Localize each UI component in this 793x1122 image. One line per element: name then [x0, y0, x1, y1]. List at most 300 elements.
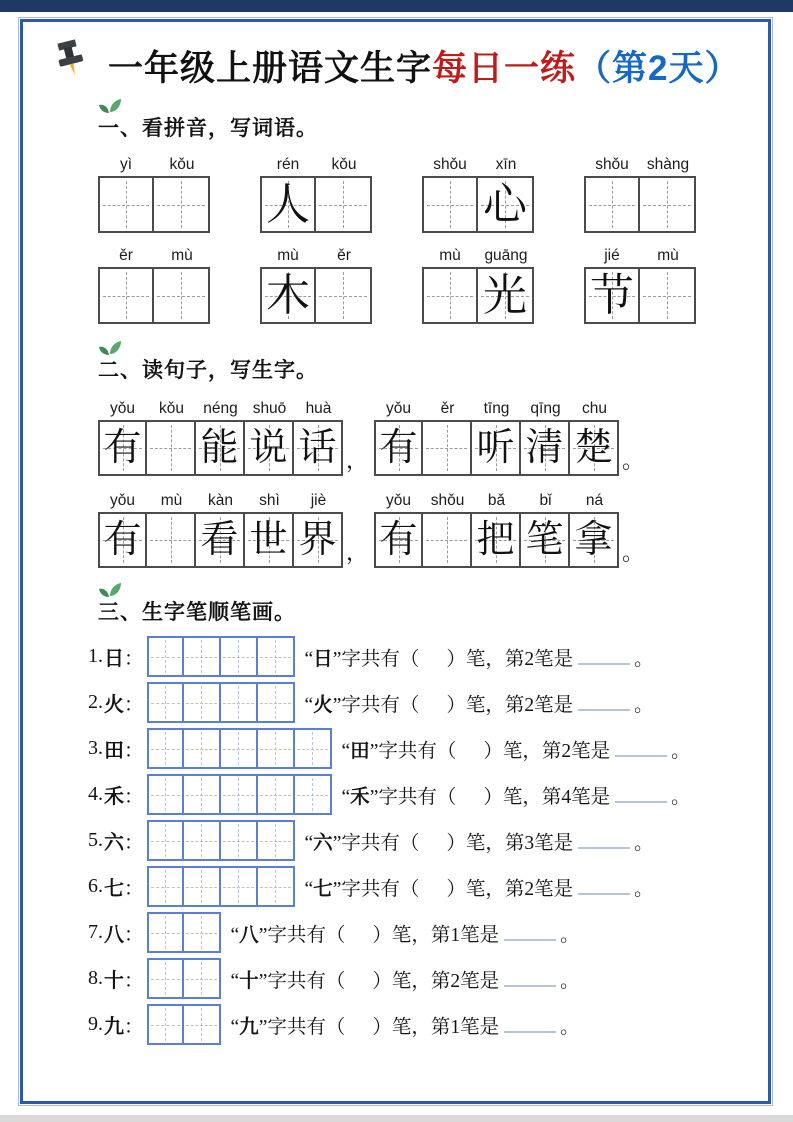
stroke-item-number: 4. — [88, 783, 103, 805]
stroke-number-label: 第4笔是 — [541, 786, 611, 808]
question-text: 字共有（ — [378, 740, 457, 762]
stroke-item-colon: ： — [124, 832, 144, 854]
stroke-order-cell[interactable] — [184, 682, 221, 723]
section-three-heading — [98, 596, 771, 626]
answer-blank-line[interactable] — [615, 743, 667, 757]
sentence-group-wrap — [98, 400, 374, 476]
stroke-item-char: 禾 — [104, 786, 124, 808]
period: 。 — [560, 924, 580, 946]
pinyin-syllable: tīng — [483, 400, 510, 417]
stroke-order-cell[interactable] — [147, 958, 184, 999]
pinyin-word-group — [98, 247, 210, 324]
pinyin-word-group — [584, 247, 696, 324]
answer-blank-line[interactable] — [504, 927, 556, 941]
sentences-block — [20, 400, 771, 568]
pinyin-labels — [374, 492, 619, 510]
hanzi-character: 笔 — [525, 519, 564, 561]
stroke-item-char: 十 — [104, 970, 124, 992]
pinyin-syllable: mù — [439, 247, 461, 264]
pinyin-syllable: yǒu — [110, 492, 135, 509]
sentence-group — [98, 492, 343, 568]
grid-cell-filled — [478, 176, 534, 233]
quote-close: ” — [332, 832, 342, 854]
stroke-item-colon: ： — [124, 878, 144, 900]
stroke-order-cell[interactable] — [258, 636, 295, 677]
stroke-number-label: 第2笔是 — [541, 740, 611, 762]
pinyin-syllable: xīn — [495, 156, 517, 173]
stroke-question — [231, 919, 580, 947]
stroke-item-row — [88, 728, 771, 769]
hanzi-character: 话 — [298, 427, 337, 469]
stroke-item-row — [88, 820, 771, 861]
hanzi-character: 光 — [483, 270, 527, 320]
grid-cell-answer[interactable] — [423, 420, 472, 476]
grid-cell-filled — [196, 420, 245, 476]
writing-grid — [98, 420, 343, 476]
pinyin-labels — [422, 156, 534, 174]
stroke-item-row — [88, 912, 771, 953]
quoted-char: 七 — [313, 878, 333, 900]
quoted-char: 火 — [313, 694, 333, 716]
pinyin-syllable: shǒu — [595, 156, 629, 173]
stroke-item-char: 日 — [104, 648, 124, 670]
bottom-edge-strip — [0, 1115, 793, 1122]
hanzi-character: 清 — [525, 427, 564, 469]
quoted-char: 日 — [313, 648, 333, 670]
stroke-order-cell[interactable] — [258, 774, 295, 815]
sentence-punctuation: 。 — [622, 540, 645, 565]
stroke-order-cell[interactable] — [147, 682, 184, 723]
pinyin-word-group — [260, 247, 372, 324]
hanzi-character: 节 — [590, 270, 634, 320]
hanzi-character: 说 — [249, 427, 288, 469]
stroke-item-row — [88, 682, 771, 723]
pinyin-syllable: yǒu — [386, 492, 412, 509]
grid-cell-answer[interactable] — [154, 176, 210, 233]
stroke-item-colon: ： — [124, 1016, 144, 1038]
quote-close: ” — [258, 924, 268, 946]
stroke-order-cell[interactable] — [295, 774, 332, 815]
section-three-title: 三、生字笔顺笔画。 — [98, 601, 296, 624]
grid-cell-filled — [521, 512, 570, 568]
stroke-order-grid — [147, 774, 332, 815]
stroke-number-label: 第1笔是 — [430, 924, 500, 946]
stroke-order-cell[interactable] — [184, 866, 221, 907]
stroke-question — [305, 643, 654, 671]
answer-blank-line[interactable] — [504, 1019, 556, 1033]
grid-cell-filled — [245, 512, 294, 568]
hanzi-character: 界 — [298, 519, 337, 561]
question-text: 字共有（ — [341, 878, 420, 900]
question-text: ）笔， — [372, 1016, 431, 1038]
pinyin-syllable: kǒu — [169, 156, 195, 173]
stroke-question — [305, 873, 654, 901]
quoted-char: 八 — [239, 924, 259, 946]
stroke-order-cell[interactable] — [147, 866, 184, 907]
pinyin-syllable: guāng — [484, 247, 528, 264]
pinyin-syllable: ěr — [337, 247, 351, 264]
pinyin-syllable: jiè — [310, 492, 327, 509]
stroke-item-number: 6. — [88, 875, 103, 897]
quote-open: “ — [341, 786, 351, 808]
quote-close: ” — [369, 740, 379, 762]
title-part-blue: （第2天） — [576, 48, 741, 88]
hanzi-character: 楚 — [574, 427, 613, 469]
pinyin-syllable: shuō — [252, 400, 287, 417]
pinyin-syllable: mù — [657, 247, 679, 264]
question-text: ）笔， — [483, 786, 542, 808]
stroke-item-colon: ： — [124, 924, 144, 946]
pinyin-syllable: mù — [160, 492, 183, 509]
stroke-order-cell[interactable] — [147, 820, 184, 861]
stroke-number-label: 第1笔是 — [430, 1016, 500, 1038]
quote-open: “ — [304, 878, 314, 900]
stroke-item-char: 九 — [104, 1016, 124, 1038]
stroke-order-cell[interactable] — [147, 1004, 184, 1045]
grid-cell-answer[interactable] — [147, 420, 196, 476]
stroke-question — [231, 1011, 580, 1039]
period: 。 — [634, 648, 654, 670]
stroke-order-grid — [147, 866, 295, 907]
stroke-question — [342, 781, 691, 809]
pinyin-syllable: chu — [582, 400, 608, 417]
stroke-order-cell[interactable] — [184, 1004, 221, 1045]
stroke-order-cell[interactable] — [184, 958, 221, 999]
stroke-item-char: 田 — [104, 740, 124, 762]
period: 。 — [634, 878, 654, 900]
stroke-order-cell[interactable] — [147, 774, 184, 815]
grid-cell-answer[interactable] — [640, 267, 696, 324]
stroke-question — [305, 827, 654, 855]
period: 。 — [560, 970, 580, 992]
pinyin-syllable: huà — [305, 400, 332, 417]
pinyin-syllable: bǎ — [487, 492, 506, 509]
pinyin-word-group — [422, 247, 534, 324]
stroke-item-row — [88, 958, 771, 999]
stroke-order-list — [88, 636, 771, 1045]
hanzi-character: 听 — [476, 427, 515, 469]
stroke-item-number: 7. — [88, 921, 103, 943]
pinyin-word-group — [260, 156, 372, 233]
stroke-item-number: 2. — [88, 691, 103, 713]
grid-cell-filled — [570, 512, 619, 568]
quote-open: “ — [304, 832, 314, 854]
grid-cell-filled — [521, 420, 570, 476]
pinyin-word-group — [584, 156, 696, 233]
period: 。 — [634, 694, 654, 716]
pinyin-syllable: ěr — [440, 400, 455, 417]
grid-cell-filled — [294, 420, 343, 476]
stroke-order-cell[interactable] — [221, 866, 258, 907]
grid-cell-answer[interactable] — [316, 267, 372, 324]
grid-cell-answer[interactable] — [147, 512, 196, 568]
stroke-item-colon: ： — [124, 740, 144, 762]
hanzi-character: 人 — [266, 179, 310, 229]
pinyin-labels — [422, 247, 534, 265]
quote-open: “ — [304, 648, 314, 670]
stroke-number-label: 第2笔是 — [504, 648, 574, 670]
quote-close: ” — [332, 694, 342, 716]
grid-cell-answer[interactable] — [98, 267, 154, 324]
pinyin-syllable: yǒu — [386, 400, 412, 417]
grid-cell-filled — [98, 512, 147, 568]
question-text: ）笔， — [446, 878, 505, 900]
sentence-punctuation: ， — [346, 448, 369, 473]
pinyin-syllable: yǒu — [110, 400, 135, 417]
stroke-item-char: 六 — [104, 832, 124, 854]
hanzi-character: 把 — [476, 519, 515, 561]
stroke-order-cell[interactable] — [221, 682, 258, 723]
stroke-item-char: 八 — [104, 924, 124, 946]
title-part-red: 每日一练 — [432, 48, 577, 88]
pushpin-icon — [48, 35, 94, 92]
stroke-order-cell[interactable] — [221, 636, 258, 677]
writing-grid — [98, 176, 210, 233]
top-navy-bar — [0, 0, 793, 12]
stroke-order-cell[interactable] — [221, 820, 258, 861]
writing-grid — [584, 176, 696, 233]
stroke-item-number: 1. — [88, 645, 103, 667]
stroke-question — [342, 735, 691, 763]
leaf-icon — [98, 339, 122, 363]
pinyin-syllable: jié — [604, 247, 620, 264]
period: 。 — [671, 786, 691, 808]
stroke-number-label: 第2笔是 — [430, 970, 500, 992]
stroke-order-cell[interactable] — [147, 636, 184, 677]
writing-grid — [584, 267, 696, 324]
section-one-heading — [98, 112, 771, 142]
quoted-char: 六 — [313, 832, 333, 854]
hanzi-character: 心 — [483, 179, 527, 229]
sentence-group — [374, 400, 619, 476]
grid-cell-answer[interactable] — [422, 176, 478, 233]
stroke-item-colon: ： — [124, 786, 144, 808]
pinyin-word-group — [422, 156, 534, 233]
stroke-question — [305, 689, 654, 717]
quote-open: “ — [341, 740, 351, 762]
hanzi-character: 能 — [200, 427, 239, 469]
hanzi-character: 木 — [266, 270, 310, 320]
pinyin-labels — [98, 156, 210, 174]
stroke-order-cell[interactable] — [221, 728, 258, 769]
period: 。 — [634, 832, 654, 854]
sentence-row — [98, 492, 771, 568]
question-text: 字共有（ — [341, 648, 420, 670]
pinyin-labels — [98, 247, 210, 265]
sentence-group-wrap — [98, 492, 374, 568]
stroke-item-row — [88, 774, 771, 815]
stroke-order-grid — [147, 636, 295, 677]
stroke-order-cell[interactable] — [147, 728, 184, 769]
pinyin-labels — [584, 247, 696, 265]
writing-grid — [260, 176, 372, 233]
pinyin-syllable: mù — [277, 247, 299, 264]
writing-grid — [98, 267, 210, 324]
pinyin-syllable: kǒu — [331, 156, 357, 173]
sentence-group — [374, 492, 619, 568]
stroke-order-cell[interactable] — [258, 728, 295, 769]
question-text: 字共有（ — [341, 832, 420, 854]
quote-open: “ — [230, 924, 240, 946]
quote-close: ” — [332, 648, 342, 670]
stroke-order-cell[interactable] — [258, 682, 295, 723]
quoted-char: 禾 — [350, 786, 370, 808]
writing-grid — [374, 512, 619, 568]
sentence-group — [98, 400, 343, 476]
quote-close: ” — [369, 786, 379, 808]
grid-cell-answer[interactable] — [316, 176, 372, 233]
stroke-item-colon: ： — [124, 694, 144, 716]
stroke-number-label: 第3笔是 — [504, 832, 574, 854]
title-part-black: 一年级上册语文生字 — [108, 48, 433, 88]
stroke-number-label: 第2笔是 — [504, 694, 574, 716]
grid-cell-answer[interactable] — [98, 176, 154, 233]
grid-cell-filled — [260, 176, 316, 233]
writing-grid — [98, 512, 343, 568]
leaf-icon — [98, 97, 122, 121]
question-text: 字共有（ — [378, 786, 457, 808]
sentence-punctuation: 。 — [622, 448, 645, 473]
pinyin-syllable: shàng — [646, 156, 690, 173]
stroke-item-number: 9. — [88, 1013, 103, 1035]
grid-cell-answer[interactable] — [640, 176, 696, 233]
pinyin-syllable: ná — [585, 492, 604, 509]
hanzi-character: 有 — [379, 519, 418, 561]
stroke-order-cell[interactable] — [184, 774, 221, 815]
stroke-order-cell[interactable] — [184, 912, 221, 953]
page-title — [108, 41, 741, 91]
pinyin-word-group — [98, 156, 210, 233]
grid-cell-filled — [294, 512, 343, 568]
page-content — [20, 19, 771, 1104]
pinyin-word-row — [98, 156, 771, 233]
writing-grid — [260, 267, 372, 324]
quote-close: ” — [258, 1016, 268, 1038]
grid-cell-filled — [260, 267, 316, 324]
pinyin-word-row — [98, 247, 771, 324]
question-text: ）笔， — [483, 740, 542, 762]
grid-cell-answer[interactable] — [584, 176, 640, 233]
pinyin-syllable: shǒu — [430, 492, 465, 509]
period: 。 — [671, 740, 691, 762]
question-text: 字共有（ — [341, 694, 420, 716]
stroke-item-row — [88, 866, 771, 907]
quoted-char: 十 — [239, 970, 259, 992]
stroke-item-char: 火 — [104, 694, 124, 716]
stroke-order-cell[interactable] — [184, 728, 221, 769]
quote-open: “ — [230, 1016, 240, 1038]
grid-cell-filled — [570, 420, 619, 476]
answer-blank-line[interactable] — [578, 651, 630, 665]
stroke-order-cell[interactable] — [184, 636, 221, 677]
pinyin-labels — [584, 156, 696, 174]
worksheet-header — [20, 33, 771, 92]
stroke-order-grid — [147, 958, 221, 999]
grid-cell-filled — [98, 420, 147, 476]
answer-blank-line[interactable] — [615, 789, 667, 803]
pinyin-syllable: néng — [203, 400, 238, 417]
stroke-order-cell[interactable] — [258, 820, 295, 861]
section-two-heading — [98, 354, 771, 384]
grid-cell-answer[interactable] — [423, 512, 472, 568]
answer-blank-line[interactable] — [578, 881, 630, 895]
answer-blank-line[interactable] — [578, 835, 630, 849]
quote-open: “ — [304, 694, 314, 716]
hanzi-character: 拿 — [574, 519, 613, 561]
stroke-item-number: 8. — [88, 967, 103, 989]
period: 。 — [560, 1016, 580, 1038]
sentence-group-wrap — [374, 492, 650, 568]
grid-cell-filled — [478, 267, 534, 324]
sentence-punctuation: ， — [346, 540, 369, 565]
stroke-order-cell[interactable] — [295, 728, 332, 769]
hanzi-character: 有 — [103, 519, 142, 561]
question-text: ）笔， — [446, 648, 505, 670]
grid-cell-filled — [374, 420, 423, 476]
pinyin-syllable: bǐ — [539, 492, 552, 509]
quoted-char: 九 — [239, 1016, 259, 1038]
pinyin-syllable: kǒu — [159, 400, 184, 417]
answer-blank-line[interactable] — [578, 697, 630, 711]
pinyin-syllable: shǒu — [433, 156, 467, 173]
pinyin-labels — [98, 492, 343, 510]
stroke-order-grid — [147, 912, 221, 953]
pinyin-syllable: qīng — [530, 400, 561, 417]
pinyin-syllable: rén — [276, 156, 300, 173]
question-text: ）笔， — [446, 694, 505, 716]
writing-grid — [422, 176, 534, 233]
grid-cell-filled — [472, 420, 521, 476]
stroke-item-char: 七 — [104, 878, 124, 900]
section-two-title: 二、读句子，写生字。 — [98, 359, 318, 382]
stroke-order-cell[interactable] — [184, 820, 221, 861]
grid-cell-filled — [472, 512, 521, 568]
question-text: 字共有（ — [267, 924, 346, 946]
writing-grid — [374, 420, 619, 476]
question-text: ）笔， — [446, 832, 505, 854]
hanzi-character: 有 — [379, 427, 418, 469]
stroke-order-grid — [147, 728, 332, 769]
grid-cell-answer[interactable] — [422, 267, 478, 324]
grid-cell-filled — [374, 512, 423, 568]
stroke-order-grid — [147, 1004, 221, 1045]
stroke-item-number: 3. — [88, 737, 103, 759]
pinyin-labels — [260, 247, 372, 265]
pinyin-labels — [260, 156, 372, 174]
pinyin-syllable: kàn — [208, 492, 233, 509]
stroke-item-colon: ： — [124, 648, 144, 670]
grid-cell-answer[interactable] — [154, 267, 210, 324]
stroke-item-colon: ： — [124, 970, 144, 992]
stroke-order-cell[interactable] — [221, 774, 258, 815]
question-text: ）笔， — [372, 970, 431, 992]
stroke-order-cell[interactable] — [147, 912, 184, 953]
pinyin-syllable: mù — [171, 247, 193, 264]
pinyin-labels — [98, 400, 343, 418]
stroke-item-row — [88, 636, 771, 677]
answer-blank-line[interactable] — [504, 973, 556, 987]
question-text: ）笔， — [372, 924, 431, 946]
hanzi-character: 有 — [103, 427, 142, 469]
quote-open: “ — [230, 970, 240, 992]
writing-grid — [422, 267, 534, 324]
hanzi-character: 看 — [200, 519, 239, 561]
quote-close: ” — [332, 878, 342, 900]
pinyin-syllable: yì — [119, 156, 133, 173]
pinyin-labels — [374, 400, 619, 418]
question-text: 字共有（ — [267, 970, 346, 992]
stroke-order-cell[interactable] — [258, 866, 295, 907]
